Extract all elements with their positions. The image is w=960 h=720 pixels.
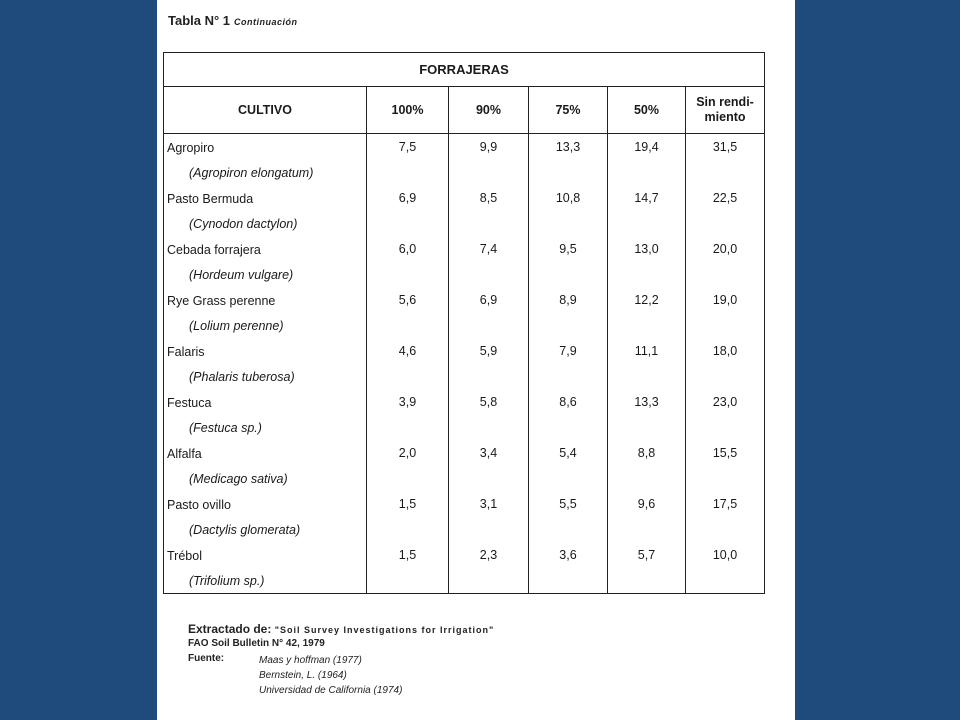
table-row [164, 134, 765, 186]
crop-cell [164, 236, 367, 287]
value: 5,9 [479, 344, 498, 358]
col-header-75: 75% [529, 87, 608, 134]
crop-name: Pasto Bermuda [167, 192, 254, 206]
value-cell [449, 185, 529, 236]
group-header-row [164, 53, 765, 87]
value-cell [367, 389, 449, 440]
table-row [164, 338, 765, 389]
value-cell [449, 134, 529, 186]
col-header-50: 50% [608, 87, 686, 134]
value: 10,0 [712, 548, 738, 562]
value: 31,5 [712, 140, 738, 154]
value-cell [608, 185, 686, 236]
value-cell [608, 440, 686, 491]
value-cell [449, 287, 529, 338]
crop-scientific-name: (Festuca sp.) [189, 421, 262, 435]
value: 13,3 [634, 395, 659, 409]
value: 12,2 [634, 293, 659, 307]
bulletin-reference: FAO Soil Bulletin N° 42, 1979 [188, 638, 325, 649]
extract-label: Extractado de: [188, 622, 272, 636]
value: 18,0 [712, 344, 738, 358]
crop-cell [164, 542, 367, 594]
column-header-row [164, 87, 765, 134]
value: 5,4 [559, 446, 577, 460]
crop-name: Cebada forrajera [167, 243, 261, 257]
value: 5,6 [398, 293, 417, 307]
value-cell [529, 185, 608, 236]
value-cell [686, 542, 765, 594]
table-row [164, 185, 765, 236]
value-cell [367, 236, 449, 287]
value: 9,5 [559, 242, 577, 256]
value-cell [608, 389, 686, 440]
footer-notes [188, 622, 494, 698]
crop-scientific-name: (Lolium perenne) [189, 319, 284, 333]
source-item: Universidad de California (1974) [259, 685, 403, 696]
value: 3,1 [479, 497, 498, 511]
source-item: Bernstein, L. (1964) [259, 670, 347, 681]
crop-name: Rye Grass perenne [167, 294, 276, 308]
value: 9,9 [479, 140, 498, 154]
sources [188, 653, 494, 698]
value-cell [608, 287, 686, 338]
value: 5,5 [559, 497, 577, 511]
value: 7,5 [398, 140, 417, 154]
value-cell [686, 491, 765, 542]
value: 8,5 [479, 191, 498, 205]
col-header-cultivo: CULTIVO [164, 87, 367, 134]
crop-scientific-name: (Agropiron elongatum) [189, 166, 314, 180]
tolerance-table [163, 52, 765, 594]
extract-title: "Soil Survey Investigations for Irrigation" [274, 625, 495, 635]
value: 7,4 [479, 242, 498, 256]
col-header-sin-rendimiento: Sin rendi-miento [686, 87, 765, 134]
value-cell [608, 236, 686, 287]
value-cell [367, 287, 449, 338]
table-title [168, 13, 298, 28]
crop-cell [164, 134, 367, 186]
value: 11,1 [634, 344, 659, 358]
value-cell [608, 542, 686, 594]
crop-scientific-name: (Dactylis glomerata) [189, 523, 301, 537]
crop-cell [164, 389, 367, 440]
value: 3,4 [479, 446, 498, 460]
table-row [164, 236, 765, 287]
crop-scientific-name: (Phalaris tuberosa) [189, 370, 295, 384]
value: 19,4 [634, 140, 659, 154]
value-cell [529, 491, 608, 542]
value: 13,0 [634, 242, 659, 256]
value-cell [449, 338, 529, 389]
value: 5,8 [479, 395, 498, 409]
crop-scientific-name: (Hordeum vulgare) [189, 268, 294, 282]
extract-line [188, 622, 494, 636]
value-cell [367, 440, 449, 491]
value-cell [686, 134, 765, 186]
value-cell [686, 389, 765, 440]
value-cell [367, 491, 449, 542]
crop-name: Alfalfa [167, 447, 202, 461]
value: 1,5 [398, 497, 417, 511]
value-cell [686, 185, 765, 236]
sources-label: Fuente: [188, 653, 225, 664]
value: 19,0 [712, 293, 738, 307]
value-cell [449, 236, 529, 287]
value-cell [529, 440, 608, 491]
value-cell [686, 236, 765, 287]
value-cell [449, 542, 529, 594]
value: 2,3 [479, 548, 498, 562]
value-cell [608, 134, 686, 186]
crop-name: Pasto ovillo [167, 498, 231, 512]
value-cell [529, 389, 608, 440]
crop-cell [164, 338, 367, 389]
value-cell [608, 338, 686, 389]
value: 8,8 [637, 446, 656, 460]
table-row [164, 491, 765, 542]
table-row [164, 440, 765, 491]
table-row [164, 389, 765, 440]
value: 9,6 [637, 497, 656, 511]
col-header-90: 90% [449, 87, 529, 134]
value: 20,0 [712, 242, 738, 256]
crop-name: Agropiro [167, 141, 215, 155]
value-cell [449, 491, 529, 542]
value-cell [608, 491, 686, 542]
value-cell [367, 338, 449, 389]
table-row [164, 542, 765, 594]
value: 23,0 [712, 395, 738, 409]
crop-scientific-name: (Trifolium sp.) [189, 574, 265, 588]
crop-cell [164, 491, 367, 542]
value: 13,3 [555, 140, 581, 154]
value-cell [449, 440, 529, 491]
source-item: Maas y hoffman (1977) [259, 655, 362, 666]
value: 5,7 [637, 548, 656, 562]
document-page [157, 0, 795, 720]
value: 6,9 [479, 293, 498, 307]
crop-scientific-name: (Cynodon dactylon) [189, 217, 298, 231]
value-cell [529, 287, 608, 338]
value: 15,5 [712, 446, 738, 460]
value-cell [686, 338, 765, 389]
value-cell [686, 287, 765, 338]
sources-list [259, 653, 402, 698]
value: 3,9 [398, 395, 417, 409]
value: 22,5 [712, 191, 738, 205]
crop-scientific-name: (Medicago sativa) [189, 472, 288, 486]
value-cell [529, 338, 608, 389]
col-header-100: 100% [367, 87, 449, 134]
crop-cell [164, 440, 367, 491]
value-cell [529, 236, 608, 287]
value-cell [367, 185, 449, 236]
value: 7,9 [559, 344, 577, 358]
value: 17,5 [712, 497, 738, 511]
crop-cell [164, 185, 367, 236]
value: 4,6 [398, 344, 417, 358]
value: 6,0 [398, 242, 417, 256]
crop-cell [164, 287, 367, 338]
crop-name: Falaris [167, 345, 205, 359]
value: 3,6 [559, 548, 577, 562]
value-cell [367, 542, 449, 594]
value-cell [449, 389, 529, 440]
value: 8,9 [559, 293, 577, 307]
value-cell [529, 542, 608, 594]
group-header: FORRAJERAS [164, 53, 765, 87]
crop-name: Festuca [167, 396, 212, 410]
table-title-main: Tabla N° 1 [168, 13, 231, 28]
value-cell [686, 440, 765, 491]
value-cell [529, 134, 608, 186]
value: 2,0 [398, 446, 417, 460]
value: 1,5 [398, 548, 417, 562]
table-title-continuation: Continuación [234, 17, 298, 27]
table-row [164, 287, 765, 338]
value: 8,6 [559, 395, 577, 409]
value: 14,7 [634, 191, 659, 205]
crop-name: Trébol [167, 549, 202, 563]
value-cell [367, 134, 449, 186]
value: 6,9 [398, 191, 417, 205]
value: 10,8 [555, 191, 581, 205]
